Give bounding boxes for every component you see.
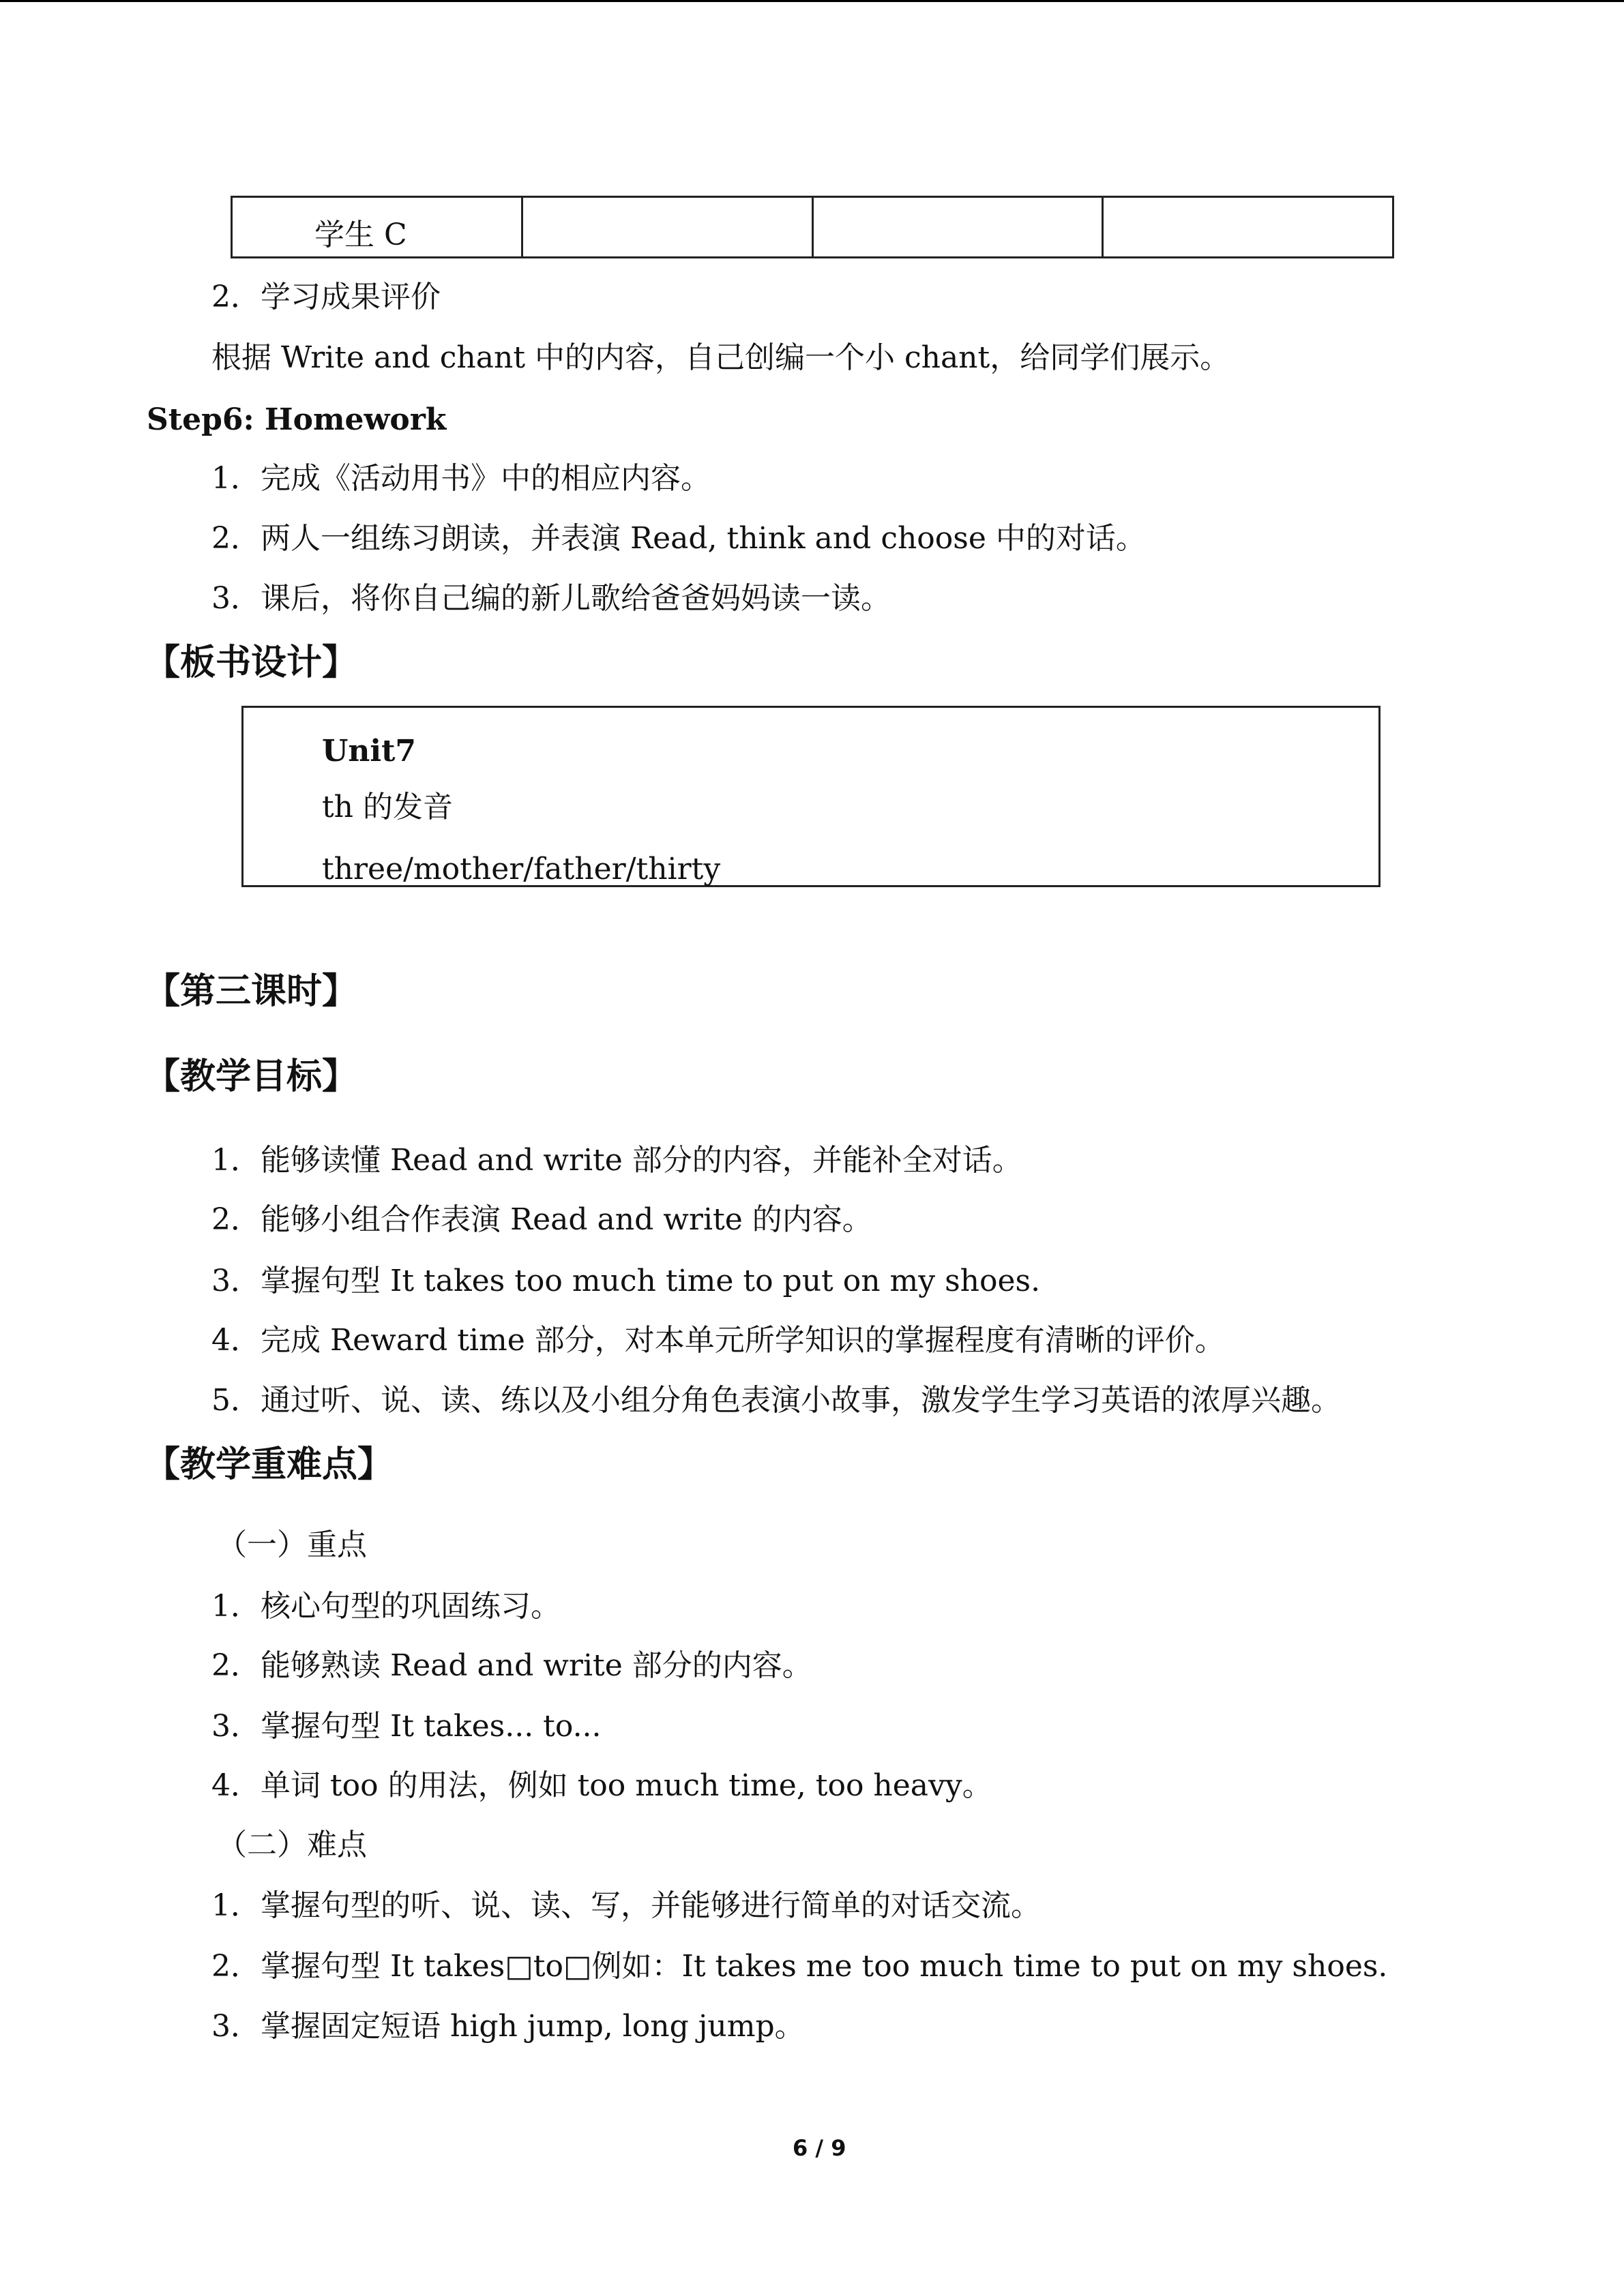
table-row bbox=[232, 197, 1393, 258]
list-item: 3．掌握句型 It takes... to... bbox=[211, 1709, 602, 1744]
board-line: three/mother/father/thirty bbox=[322, 852, 721, 886]
list-item: 2．两人一组练习朗读，并表演 Read, think and choose 中的对话。 bbox=[211, 521, 1146, 556]
step-heading: Step6: Homework bbox=[147, 402, 447, 437]
top-rule bbox=[0, 0, 1624, 2]
list-item: 3．掌握句型 It takes too much time to put on my shoes. bbox=[211, 1264, 1041, 1298]
list-item: 4．完成 Reward time 部分，对本单元所学知识的掌握程度有清晰的评价。 bbox=[211, 1323, 1225, 1358]
board-line: th 的发音 bbox=[322, 790, 454, 824]
list-item: 1．完成《活动用书》中的相应内容。 bbox=[211, 461, 711, 496]
list-item: 2．能够熟读 Read and write 部分的内容。 bbox=[211, 1648, 812, 1683]
list-item: 2．掌握句型 It takes□to□例如：It takes me too much time to put on my shoes. bbox=[211, 1949, 1388, 1984]
list-item: 5．通过听、说、读、练以及小组分角色表演小故事，激发学生学习英语的浓厚兴趣。 bbox=[211, 1383, 1341, 1418]
paragraph: 2．学习成果评价 bbox=[211, 280, 441, 314]
subheading: （二）难点 bbox=[217, 1828, 367, 1862]
list-item: 2．能够小组合作表演 Read and write 的内容。 bbox=[211, 1202, 872, 1237]
section-heading: 【板书设计】 bbox=[145, 642, 358, 683]
paragraph: 根据 Write and chant 中的内容，自己创编一个小 chant，给同学们展示。 bbox=[211, 340, 1230, 375]
evaluation-table bbox=[231, 196, 1394, 258]
board-title: Unit7 bbox=[322, 734, 417, 769]
list-item: 4．单词 too 的用法，例如 too much time, too heavy。 bbox=[211, 1768, 992, 1803]
page-number: 6 / 9 bbox=[793, 2135, 846, 2161]
section-heading: 【教学重难点】 bbox=[145, 1444, 394, 1485]
list-item: 1．能够读懂 Read and write 部分的内容，并能补全对话。 bbox=[211, 1143, 1022, 1178]
table-cell-label: 学生 C bbox=[232, 197, 522, 258]
lesson-heading: 【第三课时】 bbox=[145, 971, 358, 1012]
section-heading: 【教学目标】 bbox=[145, 1056, 358, 1097]
list-item: 3．掌握固定短语 high jump, long jump。 bbox=[211, 2009, 805, 2044]
list-item: 1．掌握句型的听、说、读、写，并能够进行简单的对话交流。 bbox=[211, 1888, 1041, 1923]
table-cell bbox=[1103, 197, 1393, 258]
subheading: （一）重点 bbox=[217, 1527, 367, 1562]
list-item: 3．课后，将你自己编的新儿歌给爸爸妈妈读一读。 bbox=[211, 581, 891, 616]
table-cell bbox=[812, 197, 1103, 258]
list-item: 1．核心句型的巩固练习。 bbox=[211, 1589, 561, 1624]
table-cell bbox=[522, 197, 812, 258]
